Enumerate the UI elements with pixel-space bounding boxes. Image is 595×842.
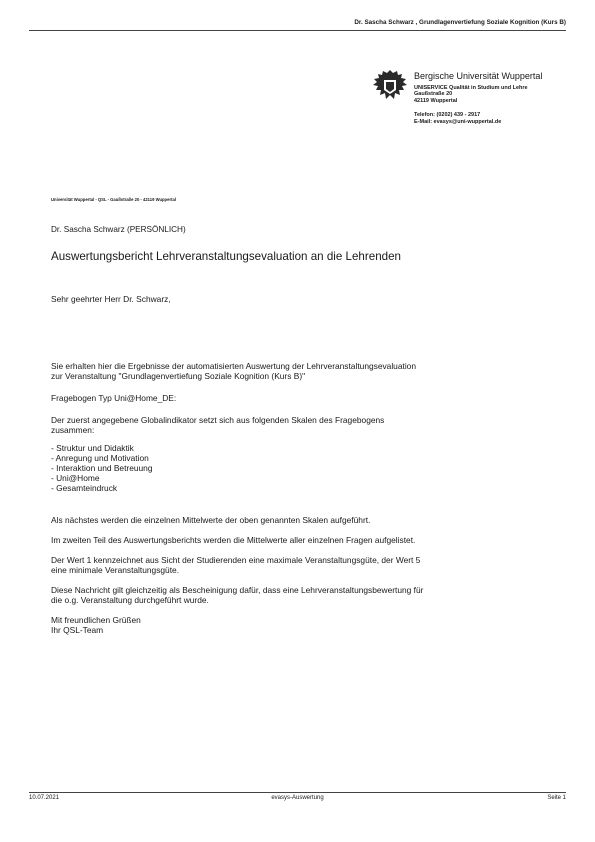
email-address: E-Mail: evasys@uni-wuppertal.de (414, 118, 502, 125)
footer-title: evasys-Auswertung (271, 795, 324, 801)
city-address: 42119 Wuppertal (414, 97, 458, 104)
phone-number: Telefon: (0202) 439 - 2917 (414, 112, 481, 119)
department-name: UNISERVICE Qualität in Studium und Lehre (414, 85, 528, 91)
sender-return-address: Universität Wuppertal - QSL - Gaußstraße 20 - 42119 Wuppertal (51, 197, 176, 202)
list-item: - Gesamteindruck (51, 483, 118, 493)
cert-line-2: die o.g. Veranstaltung durchgeführt wurde. (51, 595, 209, 605)
page-header (29, 17, 566, 31)
cert-line-1: Diese Nachricht gilt gleichzeitig als Bescheinigung dafür, dass eine Lehrveranstaltungsbewertung für (51, 585, 424, 595)
value-explanation-paragraph (51, 555, 551, 575)
signature: Ihr QSL-Team (51, 625, 104, 635)
global-line-1: Der zuerst angegebene Globalindikator setzt sich aus folgenden Skalen des Fragebogens (51, 415, 385, 425)
value-line-2: eine minimale Veranstaltungsgüte. (51, 565, 180, 575)
footer-divider (29, 792, 566, 793)
intro-paragraph (51, 361, 551, 381)
letter-subject: Auswertungsbericht Lehrveranstaltungsevaluation an die Lehrenden (51, 250, 401, 263)
header-divider (29, 30, 566, 31)
intro-line-2: zur Veranstaltung "Grundlagenvertiefung Soziale Kognition (Kurs B)" (51, 371, 306, 381)
street-address: Gaußstraße 20 (414, 91, 453, 98)
page-number: Seite 1 (547, 795, 566, 801)
certificate-paragraph (51, 585, 551, 605)
list-item: - Anregung und Motivation (51, 453, 149, 463)
university-logo-icon (371, 68, 409, 102)
closing-greeting: Mit freundlichen Grüßen (51, 615, 141, 625)
header-title: Dr. Sascha Schwarz , Grundlagenvertiefung Soziale Kognition (Kurs B) (354, 19, 566, 26)
scale-list (51, 443, 551, 493)
list-item: - Struktur und Didaktik (51, 443, 134, 453)
university-name: Bergische Universität Wuppertal (414, 71, 543, 81)
global-line-2: zusammen: (51, 425, 95, 435)
questionnaire-type: Fragebogen Typ Uni@Home_DE: (51, 393, 177, 403)
value-line-1: Der Wert 1 kennzeichnet aus Sicht der Studierenden eine maximale Veranstaltungsgüte, der Wert 5 (51, 555, 421, 565)
recipient-name: Dr. Sascha Schwarz (PERSÖNLICH) (51, 225, 186, 234)
next-paragraph: Als nächstes werden die einzelnen Mittelwerte der oben genannten Skalen aufgeführt. (51, 515, 371, 525)
closing-block (51, 615, 551, 635)
salutation: Sehr geehrter Herr Dr. Schwarz, (51, 294, 171, 304)
list-item: - Interaktion und Betreuung (51, 463, 153, 473)
second-part-paragraph: Im zweiten Teil des Auswertungsberichts werden die Mittelwerte aller einzelnen Fragen aufgelistet. (51, 535, 416, 545)
list-item: - Uni@Home (51, 473, 100, 483)
letter-body (51, 361, 551, 643)
global-indicator-paragraph (51, 415, 551, 435)
university-address-block (414, 71, 574, 125)
footer-date: 10.07.2021 (29, 795, 60, 801)
intro-line-1: Sie erhalten hier die Ergebnisse der automatisierten Auswertung der Lehrveranstaltungsevaluation (51, 361, 416, 371)
